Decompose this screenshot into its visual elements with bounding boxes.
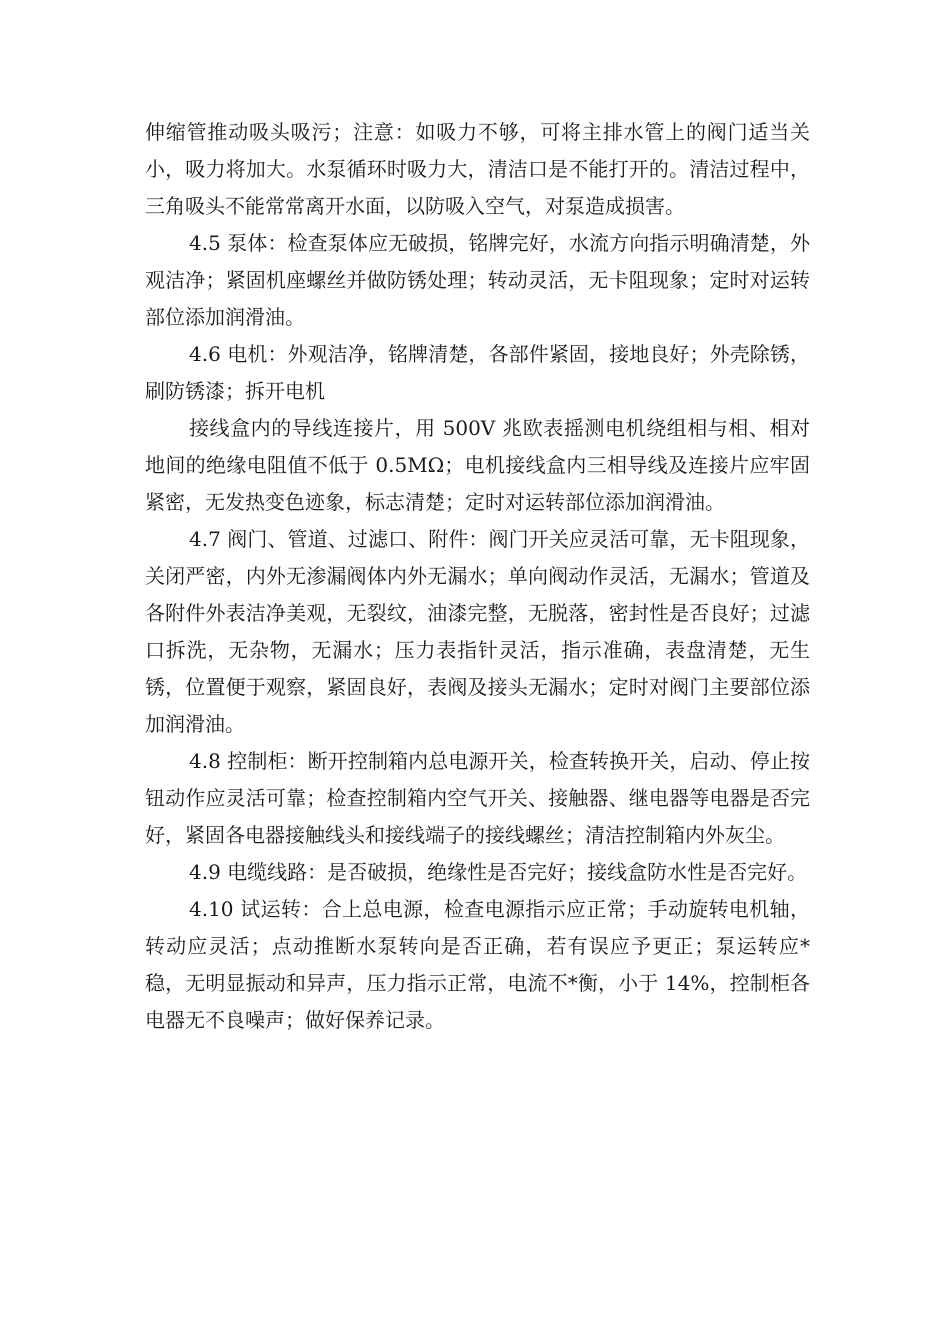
paragraph-4-8-control-cabinet: 4.8 控制柜：断开控制箱内总电源开关，检查转换开关，启动、停止按钮动作应灵活可靠；检查控制箱内空气开关、接触器、继电器等电器是否完好，紧固各电器接触线头和接线端子的接线螺丝；清洁控制箱内外灰尘。 [145,749,810,847]
paragraph-4-9-cable: 4.9 电缆线路：是否破损，绝缘性是否完好；接线盒防水性是否完好。 [189,860,808,884]
paragraph-4-6-motor-continued: 接线盒内的导线连接片，用 500V 兆欧表摇测电机绕组相与相、相对地间的绝缘电阻值不低于 0.5MΩ；电机接线盒内三相导线及连接片应牢固紧密，无发热变色迹象，标志清楚；定时对运转部位添加润滑油。 [145,416,810,514]
paragraph-4-6-motor: 4.6 电机：外观洁净，铭牌清楚，各部件紧固，接地良好；外壳除锈，刷防锈漆；拆开电机 [145,342,810,403]
paragraph-4-7-valves: 4.7 阀门、管道、过滤口、附件：阀门开关应灵活可靠，无卡阻现象，关闭严密，内外无渗漏阀体内外无漏水；单向阀动作灵活，无漏水；管道及各附件外表洁净美观，无裂纹，油漆完整，无脱落，密封性是否良好；过滤口拆洗，无杂物，无漏水；压力表指针灵活，指示准确，表盘清楚，无生锈，位置便于观察，紧固良好，表阀及接头无漏水；定时对阀门主要部位添加润滑油。 [145,527,810,736]
document-body [145,114,810,1039]
paragraph-continuation: 伸缩管推动吸头吸污；注意：如吸力不够，可将主排水管上的阀门适当关小，吸力将加大。水泵循环时吸力大，清洁口是不能打开的。清洁过程中，三角吸头不能常常离开水面，以防吸入空气，对泵造成损害。 [145,120,810,218]
paragraph-4-5-pump-body: 4.5 泵体：检查泵体应无破损，铭牌完好，水流方向指示明确清楚，外观洁净；紧固机座螺丝并做防锈处理；转动灵活，无卡阻现象；定时对运转部位添加润滑油。 [145,231,810,329]
paragraph-4-10-trial-run: 4.10 试运转：合上总电源，检查电源指示应正常；手动旋转电机轴，转动应灵活；点动推断水泵转向是否正确，若有误应予更正；泵运转应*稳，无明显振动和异声，压力指示正常，电流不*衡，小于 14%，控制柜各电器无不良噪声；做好保养记录。 [145,897,810,1032]
